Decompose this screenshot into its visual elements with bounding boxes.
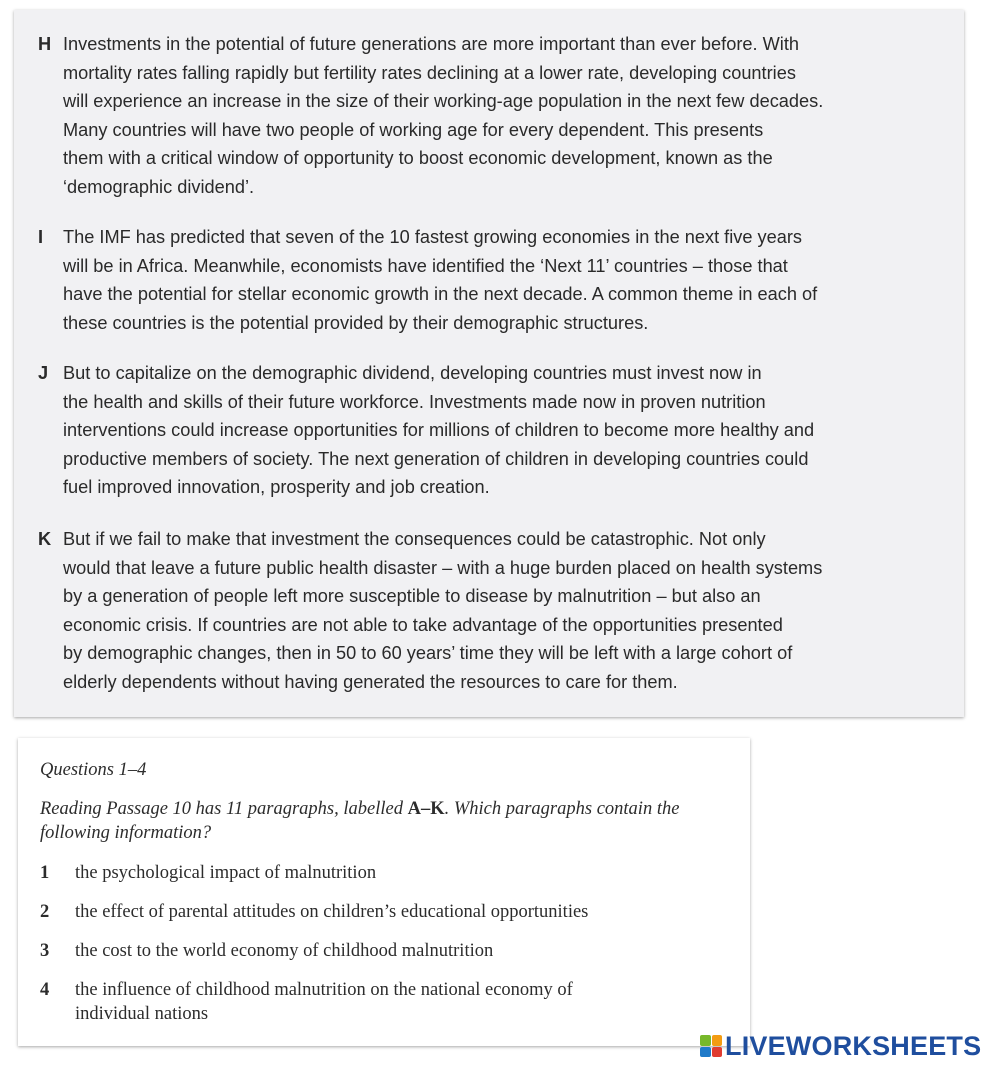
logo-tile-red xyxy=(712,1047,723,1058)
instructions-text-end: . Which paragraphs contain the following information? xyxy=(40,799,680,843)
logo-tile-orange xyxy=(712,1035,723,1046)
question-text: the psychological impact of malnutrition xyxy=(75,863,377,883)
paragraph-letter: H xyxy=(38,34,52,54)
paragraph-text: Investments in the potential of future generations are more important than ever before. With mortality rates falling rapidly but fertility rates declining at a lower rate, developing countries will experience an increase in the size of their working-age population in the next few decades. Many countries will have two people of working age for every dependent. This presents them with a critical window of opportunity to boost economic development, known as the ‘demographic dividend’. xyxy=(63,34,824,197)
questions-heading: Questions 1–4 xyxy=(40,760,147,780)
paragraph-letter: K xyxy=(38,529,52,549)
brand-wordmark: LIVEWORKSHEETS xyxy=(725,1030,982,1061)
instructions-text: Reading Passage 10 has 11 paragraphs, labelled xyxy=(40,799,408,819)
questions-instructions xyxy=(40,797,740,845)
logo-tile-blue xyxy=(700,1047,711,1058)
paragraph-letter: J xyxy=(38,363,49,383)
paragraph-letter: I xyxy=(38,227,44,247)
liveworksheets-logo-icon xyxy=(700,1035,722,1057)
logo-tile-green xyxy=(700,1035,711,1046)
paragraph-text: But to capitalize on the demographic dividend, developing countries must invest now in the health and skills of their future workforce. Investments made now in proven nutrition interventions could increase opportunities for millions of children to become more healthy and productive members of society. The next generation of children in developing countries could fuel improved innovation, prosperity and job creation. xyxy=(63,363,815,497)
question-number: 1 xyxy=(40,863,50,883)
reading-passage xyxy=(14,10,964,717)
question-text: the effect of parental attitudes on children’s educational opportunities xyxy=(75,902,589,922)
question-text: the influence of childhood malnutrition on the national economy of individual nations xyxy=(75,980,573,1024)
question-number: 2 xyxy=(40,902,50,922)
question-text: the cost to the world economy of childhood malnutrition xyxy=(75,941,494,961)
paragraph-range: A–K xyxy=(407,799,445,819)
questions-panel xyxy=(18,738,750,1046)
liveworksheets-brand[interactable] xyxy=(700,1029,981,1063)
question-number: 3 xyxy=(40,941,50,961)
question-number: 4 xyxy=(40,980,50,1000)
paragraph-text: But if we fail to make that investment the consequences could be catastrophic. Not only would that leave a future public health disaster – with a huge burden placed on health systems by a generation of people left more susceptible to disease by malnutrition – but also an economic crisis. If countries are not able to take advantage of the opportunities presented by demographic changes, then in 50 to 60 years’ time they will be left with a large cohort of elderly dependents without having generated the resources to care for them. xyxy=(63,529,823,692)
paragraph-text: The IMF has predicted that seven of the 10 fastest growing economies in the next five years will be in Africa. Meanwhile, economists have identified the ‘Next 11’ countries – those that have the potential for stellar economic growth in the next decade. A common theme in each of these countries is the potential provided by their demographic structures. xyxy=(63,227,818,333)
